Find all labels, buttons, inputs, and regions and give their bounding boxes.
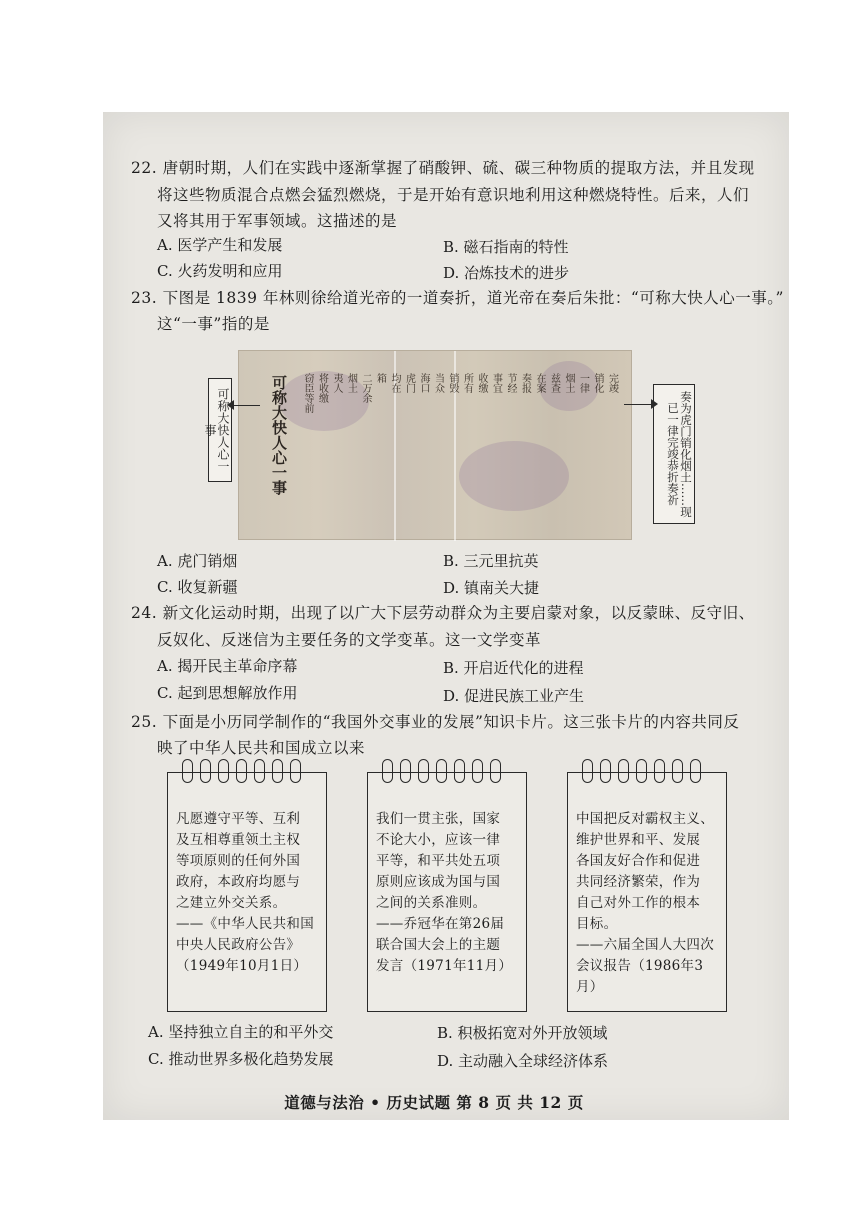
- memorial-text-column: 烟土: [345, 373, 357, 393]
- card-2-text: 我们一贯主张，国家 不论大小，应该一律 平等，和平共处五项 原则应该成为国与国 之间的关系准则。 ——乔冠华在第26届 联合国大会上的主题 发言（1971年11月）: [376, 811, 513, 974]
- spiral-ring: [272, 759, 283, 783]
- card-1-rings: [182, 759, 312, 789]
- q24-stem-line-2: 反奴化、反迷信为主要任务的文学变革。这一文学变革: [157, 631, 542, 649]
- left-arrow-line: [232, 405, 260, 406]
- q22-stem-line-1: 22. 唐朝时期，人们在实践中逐渐掌握了硝酸钾、硫、碳三种物质的提取方法，并且发现: [131, 159, 755, 177]
- spiral-ring: [636, 759, 647, 783]
- left-label-box: 可称大快人心一事: [208, 378, 232, 482]
- memorial-text-column: 当众: [432, 373, 444, 393]
- q22-option-b[interactable]: B. 磁石指南的特性: [443, 238, 569, 256]
- spiral-ring: [672, 759, 683, 783]
- spiral-ring: [582, 759, 593, 783]
- memorial-text-column: 海口: [418, 373, 429, 393]
- spiral-ring: [254, 759, 265, 783]
- knowledge-card-2: [367, 772, 527, 1012]
- spiral-ring: [690, 759, 701, 783]
- q25-option-d[interactable]: D. 主动融入全球经济体系: [437, 1052, 609, 1070]
- q23-option-d[interactable]: D. 镇南关大捷: [443, 579, 540, 597]
- q23-stem-line-1: 23. 下图是 1839 年林则徐给道光帝的一道奏折，道光帝在奏后朱批：“可称大快人心一事。”: [131, 289, 784, 307]
- spiral-ring: [472, 759, 483, 783]
- spiral-ring: [436, 759, 447, 783]
- page-footer: 道德与法治 • 历史试题 第 8 页 共 12 页: [284, 1093, 584, 1112]
- right-arrow-line: [624, 404, 652, 405]
- spiral-ring: [236, 759, 247, 783]
- q22-stem-line-3: 又将其用于军事领域。这描述的是: [157, 212, 398, 230]
- spiral-ring: [290, 759, 301, 783]
- memorial-red-seal: 可称大快人心一事: [270, 375, 288, 495]
- memorial-text-column: 收缴: [476, 373, 487, 393]
- spiral-ring: [418, 759, 429, 783]
- q23-stem-line-2: 这“一事”指的是: [157, 315, 270, 333]
- memorial-text-column: 奏报: [519, 373, 531, 393]
- card-3-text: 中国把反对霸权主义、 维护世界和平、发展 各国友好合作和促进 共同经济繁荣，作为 自己对外工作的根本 目标。 ——六届全国人大四次 会议报告（1986年3月）: [576, 811, 714, 995]
- q22-stem-line-2: 将这些物质混合点燃会猛烈燃烧，于是开始有意识地利用这种燃烧特性。后来，人们: [157, 186, 750, 204]
- memorial-text-column: 将收缴: [316, 373, 328, 403]
- q25-stem-line-1: 25. 下面是小历同学制作的“我国外交事业的发展”知识卡片。这三张卡片的内容共同反: [131, 713, 740, 731]
- memorial-text-column: 完竣: [606, 373, 618, 393]
- spiral-ring: [654, 759, 665, 783]
- spiral-ring: [600, 759, 611, 783]
- spiral-ring: [382, 759, 393, 783]
- memorial-text-column: 销化: [592, 373, 603, 393]
- memorial-text-column: 夷人: [331, 373, 342, 393]
- q24-option-d[interactable]: D. 促进民族工业产生: [443, 687, 585, 705]
- q22-option-a[interactable]: A. 医学产生和发展: [157, 236, 283, 254]
- spiral-ring: [618, 759, 629, 783]
- memorial-text-column: 窃臣等前: [302, 373, 313, 413]
- q23-option-a[interactable]: A. 虎门销烟: [157, 552, 238, 570]
- q24-option-a[interactable]: A. 揭开民主革命序幕: [157, 657, 298, 675]
- memorial-text-column: 一律: [577, 373, 589, 393]
- knowledge-card-1: [167, 772, 327, 1012]
- q23-option-b[interactable]: B. 三元里抗英: [443, 552, 539, 570]
- q25-option-a[interactable]: A. 坚持独立自主的和平外交: [148, 1023, 334, 1041]
- q23-option-c[interactable]: C. 收复新疆: [157, 578, 238, 596]
- memorial-text-column: 在案: [534, 373, 545, 393]
- memorial-text-column: 所有: [461, 373, 473, 393]
- q25-stem-line-2: 映了中华人民共和国成立以来: [157, 739, 366, 757]
- q24-option-c[interactable]: C. 起到思想解放作用: [157, 684, 298, 702]
- memorial-text-column: 事宜: [490, 373, 502, 393]
- spiral-ring: [182, 759, 193, 783]
- spiral-ring: [400, 759, 411, 783]
- q24-option-b[interactable]: B. 开启近代化的进程: [443, 659, 584, 677]
- knowledge-card-3: [567, 772, 727, 1012]
- memorial-text-column: 节经: [505, 373, 516, 393]
- q24-stem-line-1: 24. 新文化运动时期，出现了以广大下层劳动群众为主要启蒙对象，以反蒙昧、反守旧、: [131, 604, 755, 622]
- card-3-rings: [582, 759, 712, 789]
- spiral-ring: [454, 759, 465, 783]
- memorial-text-column: 均在: [389, 373, 400, 393]
- q25-option-c[interactable]: C. 推动世界多极化趋势发展: [148, 1050, 334, 1068]
- right-label-box: 奏为虎门销化烟土……现已一律完竣恭折奏祈: [653, 384, 695, 524]
- memorial-text-column: 二万余: [360, 373, 371, 403]
- q22-option-d[interactable]: D. 冶炼技术的进步: [443, 264, 570, 282]
- memorial-text-column: 烟土: [563, 373, 574, 393]
- spiral-ring: [200, 759, 211, 783]
- card-1-text: 凡愿遵守平等、互利 及互相尊重领土主权 等项原则的任何外国 政府，本政府均愿与 之建立外交关系。 ——《中华人民共和国 中央人民政府公告》 （1949年10月1日）: [176, 811, 314, 974]
- memorial-text-column: 销毁: [447, 373, 458, 393]
- q25-option-b[interactable]: B. 积极拓宽对外开放领域: [437, 1024, 608, 1042]
- spiral-ring: [490, 759, 501, 783]
- q22-option-c[interactable]: C. 火药发明和应用: [157, 262, 283, 280]
- right-arrow-head: [651, 399, 658, 409]
- left-arrow-head: [227, 400, 234, 410]
- card-2-rings: [382, 759, 512, 789]
- memorial-text-column: 箱: [374, 373, 386, 383]
- spiral-ring: [218, 759, 229, 783]
- memorial-text-column: 虎门: [403, 373, 415, 393]
- memorial-text-column: 兹查: [548, 373, 560, 393]
- memorial-image: [238, 350, 632, 540]
